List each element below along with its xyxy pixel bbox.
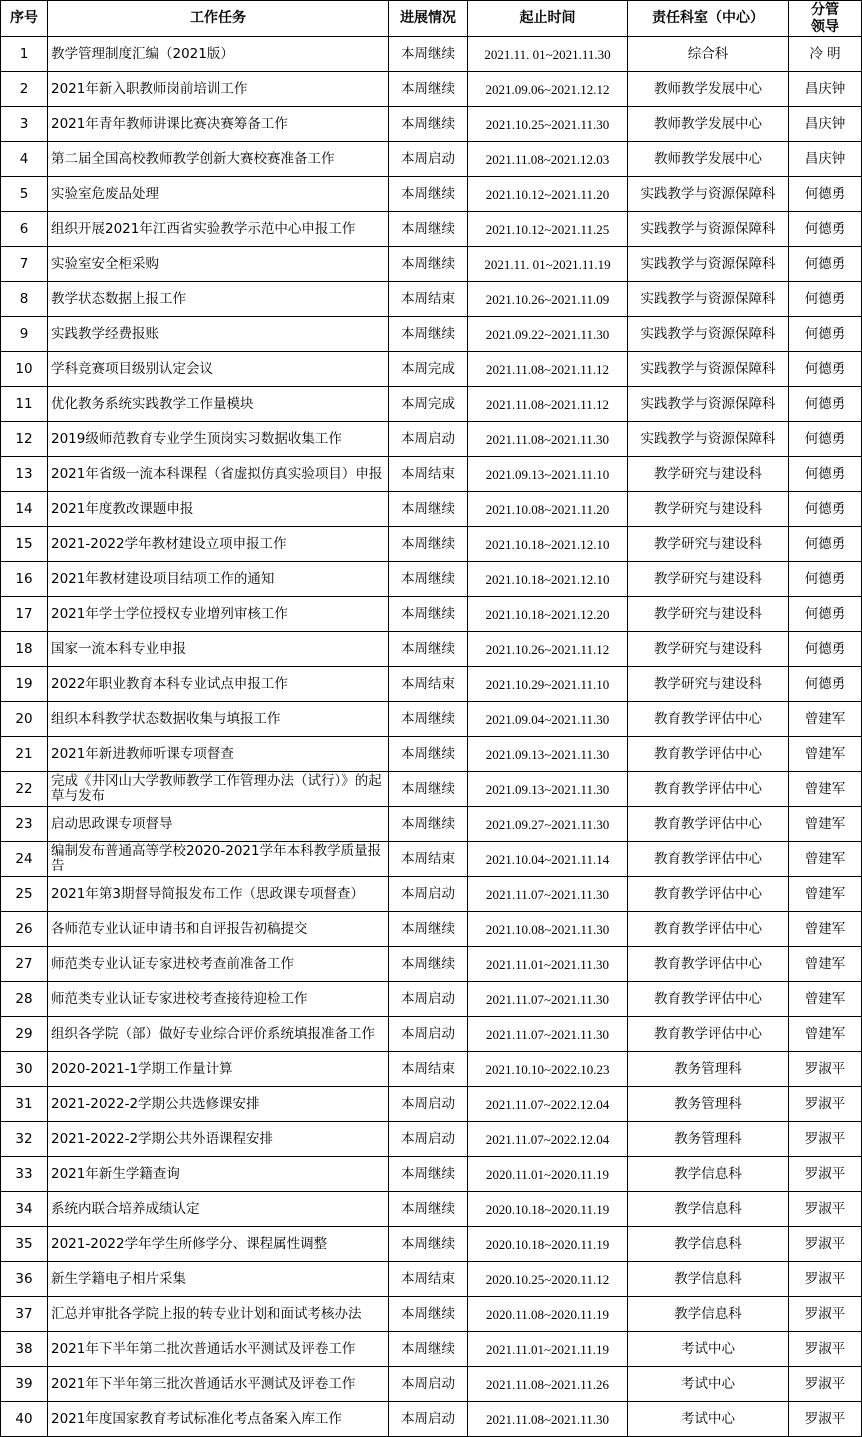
cell-index: 26 bbox=[1, 912, 48, 947]
cell-department: 教师教学发展中心 bbox=[628, 107, 789, 142]
cell-department: 实践教学与资源保障科 bbox=[628, 247, 789, 282]
table-row bbox=[1, 177, 862, 212]
cell-leader: 何德勇 bbox=[789, 527, 862, 562]
table-row bbox=[1, 422, 862, 457]
cell-leader: 曾建军 bbox=[789, 772, 862, 807]
cell-task: 2021年第3期督导简报发布工作（思政课专项督查） bbox=[48, 877, 389, 912]
cell-period: 2021.11. 01~2021.11.30 bbox=[468, 37, 628, 72]
cell-department: 教育教学评估中心 bbox=[628, 1017, 789, 1052]
cell-period: 2021.09.13~2021.11.30 bbox=[468, 772, 628, 807]
cell-period: 2021.10.26~2021.11.09 bbox=[468, 282, 628, 317]
cell-status: 本周启动 bbox=[389, 877, 468, 912]
cell-index: 37 bbox=[1, 1297, 48, 1332]
cell-index: 29 bbox=[1, 1017, 48, 1052]
table-row bbox=[1, 632, 862, 667]
cell-status: 本周继续 bbox=[389, 492, 468, 527]
table-row bbox=[1, 842, 862, 877]
cell-period: 2021.10.08~2021.11.30 bbox=[468, 912, 628, 947]
cell-task: 2021年下半年第二批次普通话水平测试及评卷工作 bbox=[48, 1332, 389, 1367]
table-body bbox=[1, 37, 862, 1437]
cell-task: 各师范专业认证申请书和自评报告初稿提交 bbox=[48, 912, 389, 947]
cell-leader: 罗淑平 bbox=[789, 1262, 862, 1297]
cell-department: 教育教学评估中心 bbox=[628, 877, 789, 912]
cell-period: 2020.11.01~2020.11.19 bbox=[468, 1157, 628, 1192]
cell-period: 2021.10.26~2021.11.12 bbox=[468, 632, 628, 667]
cell-leader: 何德勇 bbox=[789, 177, 862, 212]
table-row bbox=[1, 667, 862, 702]
cell-task: 启动思政课专项督导 bbox=[48, 807, 389, 842]
table-row bbox=[1, 1122, 862, 1157]
cell-index: 39 bbox=[1, 1367, 48, 1402]
table-row bbox=[1, 352, 862, 387]
cell-leader: 罗淑平 bbox=[789, 1192, 862, 1227]
cell-department: 实践教学与资源保障科 bbox=[628, 177, 789, 212]
cell-index: 15 bbox=[1, 527, 48, 562]
header-leader bbox=[789, 1, 862, 37]
cell-index: 27 bbox=[1, 947, 48, 982]
cell-leader: 曾建军 bbox=[789, 702, 862, 737]
cell-index: 31 bbox=[1, 1087, 48, 1122]
cell-status: 本周继续 bbox=[389, 37, 468, 72]
table-row bbox=[1, 72, 862, 107]
cell-task: 2021-2022-2学期公共外语课程安排 bbox=[48, 1122, 389, 1157]
cell-period: 2020.11.08~2020.11.19 bbox=[468, 1297, 628, 1332]
cell-status: 本周继续 bbox=[389, 212, 468, 247]
table-row bbox=[1, 947, 862, 982]
table-row bbox=[1, 772, 862, 807]
cell-department: 教育教学评估中心 bbox=[628, 807, 789, 842]
cell-department: 教育教学评估中心 bbox=[628, 912, 789, 947]
cell-period: 2021.11.07~2022.12.04 bbox=[468, 1122, 628, 1157]
cell-period: 2021.10.29~2021.11.10 bbox=[468, 667, 628, 702]
cell-period: 2021.11.07~2022.12.04 bbox=[468, 1087, 628, 1122]
cell-leader: 何德勇 bbox=[789, 492, 862, 527]
cell-index: 7 bbox=[1, 247, 48, 282]
cell-task: 2020-2021-1学期工作量计算 bbox=[48, 1052, 389, 1087]
cell-leader: 曾建军 bbox=[789, 947, 862, 982]
cell-index: 13 bbox=[1, 457, 48, 492]
cell-status: 本周继续 bbox=[389, 772, 468, 807]
cell-task: 2021年省级一流本科课程（省虚拟仿真实验项目）申报 bbox=[48, 457, 389, 492]
cell-index: 28 bbox=[1, 982, 48, 1017]
cell-department: 教育教学评估中心 bbox=[628, 842, 789, 877]
cell-period: 2021.11.08~2021.11.30 bbox=[468, 1402, 628, 1437]
cell-department: 考试中心 bbox=[628, 1332, 789, 1367]
cell-index: 33 bbox=[1, 1157, 48, 1192]
table-row bbox=[1, 282, 862, 317]
cell-task: 国家一流本科专业申报 bbox=[48, 632, 389, 667]
table-row bbox=[1, 527, 862, 562]
table-row bbox=[1, 1227, 862, 1262]
cell-index: 40 bbox=[1, 1402, 48, 1437]
cell-period: 2021.10.25~2021.11.30 bbox=[468, 107, 628, 142]
cell-index: 23 bbox=[1, 807, 48, 842]
cell-leader: 曾建军 bbox=[789, 912, 862, 947]
table-row bbox=[1, 1262, 862, 1297]
cell-status: 本周继续 bbox=[389, 247, 468, 282]
cell-department: 教学信息科 bbox=[628, 1297, 789, 1332]
cell-task: 2021年新进教师听课专项督查 bbox=[48, 737, 389, 772]
cell-task: 组织本科教学状态数据收集与填报工作 bbox=[48, 702, 389, 737]
cell-task: 2021年度国家教育考试标准化考点备案入库工作 bbox=[48, 1402, 389, 1437]
cell-leader: 曾建军 bbox=[789, 807, 862, 842]
cell-index: 16 bbox=[1, 562, 48, 597]
table-row bbox=[1, 387, 862, 422]
table-row bbox=[1, 37, 862, 72]
cell-index: 3 bbox=[1, 107, 48, 142]
cell-task: 2019级师范教育专业学生顶岗实习数据收集工作 bbox=[48, 422, 389, 457]
cell-leader: 罗淑平 bbox=[789, 1402, 862, 1437]
table-row bbox=[1, 1332, 862, 1367]
cell-index: 38 bbox=[1, 1332, 48, 1367]
cell-status: 本周继续 bbox=[389, 177, 468, 212]
cell-task: 编制发布普通高等学校2020-2021学年本科教学质量报告 bbox=[48, 842, 389, 877]
cell-status: 本周继续 bbox=[389, 597, 468, 632]
cell-task: 2021年青年教师讲课比赛决赛筹备工作 bbox=[48, 107, 389, 142]
cell-status: 本周完成 bbox=[389, 387, 468, 422]
cell-leader: 罗淑平 bbox=[789, 1157, 862, 1192]
cell-leader: 罗淑平 bbox=[789, 1367, 862, 1402]
cell-department: 教育教学评估中心 bbox=[628, 702, 789, 737]
cell-period: 2021.09.04~2021.11.30 bbox=[468, 702, 628, 737]
cell-department: 教学信息科 bbox=[628, 1262, 789, 1297]
cell-task: 学科竞赛项目级别认定会议 bbox=[48, 352, 389, 387]
cell-task: 系统内联合培养成绩认定 bbox=[48, 1192, 389, 1227]
table-row bbox=[1, 702, 862, 737]
cell-index: 4 bbox=[1, 142, 48, 177]
cell-status: 本周结束 bbox=[389, 667, 468, 702]
cell-task: 2021年教材建设项目结项工作的通知 bbox=[48, 562, 389, 597]
cell-leader: 何德勇 bbox=[789, 562, 862, 597]
cell-index: 36 bbox=[1, 1262, 48, 1297]
cell-status: 本周继续 bbox=[389, 807, 468, 842]
cell-department: 实践教学与资源保障科 bbox=[628, 387, 789, 422]
cell-index: 11 bbox=[1, 387, 48, 422]
cell-task: 实验室危废品处理 bbox=[48, 177, 389, 212]
cell-period: 2021.09.22~2021.11.30 bbox=[468, 317, 628, 352]
cell-department: 教学研究与建设科 bbox=[628, 632, 789, 667]
cell-department: 教师教学发展中心 bbox=[628, 142, 789, 177]
cell-leader: 曾建军 bbox=[789, 982, 862, 1017]
cell-status: 本周启动 bbox=[389, 982, 468, 1017]
cell-period: 2021.11.08~2021.12.03 bbox=[468, 142, 628, 177]
cell-department: 教务管理科 bbox=[628, 1052, 789, 1087]
cell-task: 2021年度教改课题申报 bbox=[48, 492, 389, 527]
cell-status: 本周继续 bbox=[389, 737, 468, 772]
cell-period: 2021.09.13~2021.11.10 bbox=[468, 457, 628, 492]
cell-period: 2021.09.27~2021.11.30 bbox=[468, 807, 628, 842]
cell-period: 2021.10.12~2021.11.20 bbox=[468, 177, 628, 212]
cell-task: 实践教学经费报账 bbox=[48, 317, 389, 352]
cell-period: 2021.11.01~2021.11.19 bbox=[468, 1332, 628, 1367]
cell-index: 8 bbox=[1, 282, 48, 317]
table-row bbox=[1, 317, 862, 352]
cell-department: 实践教学与资源保障科 bbox=[628, 317, 789, 352]
cell-status: 本周继续 bbox=[389, 947, 468, 982]
table-row bbox=[1, 247, 862, 282]
cell-leader: 何德勇 bbox=[789, 317, 862, 352]
table-row bbox=[1, 1402, 862, 1437]
cell-leader: 何德勇 bbox=[789, 387, 862, 422]
cell-department: 实践教学与资源保障科 bbox=[628, 352, 789, 387]
cell-task: 新生学籍电子相片采集 bbox=[48, 1262, 389, 1297]
table-row bbox=[1, 562, 862, 597]
cell-status: 本周启动 bbox=[389, 1122, 468, 1157]
table-row bbox=[1, 212, 862, 247]
cell-period: 2021.09.13~2021.11.30 bbox=[468, 737, 628, 772]
header-period: 起止时间 bbox=[468, 1, 628, 37]
cell-period: 2021.10.08~2021.11.20 bbox=[468, 492, 628, 527]
cell-index: 21 bbox=[1, 737, 48, 772]
cell-department: 实践教学与资源保障科 bbox=[628, 282, 789, 317]
cell-task: 师范类专业认证专家进校考查接待迎检工作 bbox=[48, 982, 389, 1017]
cell-period: 2021.10.18~2021.12.10 bbox=[468, 527, 628, 562]
cell-status: 本周继续 bbox=[389, 562, 468, 597]
cell-status: 本周继续 bbox=[389, 702, 468, 737]
cell-task: 完成《井冈山大学教师教学工作管理办法（试行）》的起草与发布 bbox=[48, 772, 389, 807]
cell-task: 教学状态数据上报工作 bbox=[48, 282, 389, 317]
cell-status: 本周继续 bbox=[389, 72, 468, 107]
header-index: 序号 bbox=[1, 1, 48, 37]
cell-leader: 冷 明 bbox=[789, 37, 862, 72]
cell-task: 2021年下半年第三批次普通话水平测试及评卷工作 bbox=[48, 1367, 389, 1402]
table-row bbox=[1, 982, 862, 1017]
cell-period: 2021.09.06~2021.12.12 bbox=[468, 72, 628, 107]
cell-index: 24 bbox=[1, 842, 48, 877]
cell-leader: 昌庆钟 bbox=[789, 72, 862, 107]
cell-task: 第二届全国高校教师教学创新大赛校赛准备工作 bbox=[48, 142, 389, 177]
cell-status: 本周启动 bbox=[389, 142, 468, 177]
cell-index: 19 bbox=[1, 667, 48, 702]
cell-leader: 何德勇 bbox=[789, 457, 862, 492]
cell-department: 考试中心 bbox=[628, 1402, 789, 1437]
cell-period: 2021.10.12~2021.11.25 bbox=[468, 212, 628, 247]
header-leader-text: 分管领导 bbox=[811, 1, 839, 35]
cell-task: 2022年职业教育本科专业试点申报工作 bbox=[48, 667, 389, 702]
cell-task: 组织各学院（部）做好专业综合评价系统填报准备工作 bbox=[48, 1017, 389, 1052]
table-row bbox=[1, 1157, 862, 1192]
cell-status: 本周启动 bbox=[389, 1367, 468, 1402]
cell-period: 2021.11.08~2021.11.30 bbox=[468, 422, 628, 457]
cell-index: 14 bbox=[1, 492, 48, 527]
cell-leader: 曾建军 bbox=[789, 737, 862, 772]
cell-index: 22 bbox=[1, 772, 48, 807]
cell-leader: 何德勇 bbox=[789, 282, 862, 317]
cell-leader: 罗淑平 bbox=[789, 1087, 862, 1122]
cell-index: 6 bbox=[1, 212, 48, 247]
cell-department: 实践教学与资源保障科 bbox=[628, 422, 789, 457]
table-row bbox=[1, 1017, 862, 1052]
cell-leader: 罗淑平 bbox=[789, 1122, 862, 1157]
cell-task: 2021年新生学籍查询 bbox=[48, 1157, 389, 1192]
cell-department: 教务管理科 bbox=[628, 1087, 789, 1122]
cell-task: 组织开展2021年江西省实验教学示范中心申报工作 bbox=[48, 212, 389, 247]
cell-index: 10 bbox=[1, 352, 48, 387]
header-row bbox=[1, 1, 862, 37]
cell-department: 教学信息科 bbox=[628, 1192, 789, 1227]
cell-period: 2021.11.08~2021.11.12 bbox=[468, 387, 628, 422]
cell-status: 本周结束 bbox=[389, 1262, 468, 1297]
cell-index: 35 bbox=[1, 1227, 48, 1262]
cell-leader: 何德勇 bbox=[789, 632, 862, 667]
cell-department: 教育教学评估中心 bbox=[628, 982, 789, 1017]
cell-leader: 何德勇 bbox=[789, 667, 862, 702]
cell-leader: 罗淑平 bbox=[789, 1297, 862, 1332]
cell-index: 12 bbox=[1, 422, 48, 457]
cell-task: 2021年学士学位授权专业增列审核工作 bbox=[48, 597, 389, 632]
cell-period: 2021.11.08~2021.11.12 bbox=[468, 352, 628, 387]
cell-department: 教学研究与建设科 bbox=[628, 562, 789, 597]
table-row bbox=[1, 457, 862, 492]
table-row bbox=[1, 1052, 862, 1087]
header-department: 责任科室（中心） bbox=[628, 1, 789, 37]
cell-status: 本周结束 bbox=[389, 842, 468, 877]
cell-status: 本周结束 bbox=[389, 457, 468, 492]
cell-status: 本周继续 bbox=[389, 317, 468, 352]
cell-status: 本周启动 bbox=[389, 1087, 468, 1122]
cell-leader: 罗淑平 bbox=[789, 1052, 862, 1087]
cell-period: 2021.11.07~2021.11.30 bbox=[468, 1017, 628, 1052]
cell-leader: 何德勇 bbox=[789, 212, 862, 247]
cell-task: 师范类专业认证专家进校考查前准备工作 bbox=[48, 947, 389, 982]
cell-leader: 何德勇 bbox=[789, 422, 862, 457]
cell-index: 34 bbox=[1, 1192, 48, 1227]
cell-leader: 昌庆钟 bbox=[789, 142, 862, 177]
cell-leader: 何德勇 bbox=[789, 597, 862, 632]
header-task: 工作任务 bbox=[48, 1, 389, 37]
table-row bbox=[1, 1367, 862, 1402]
table-row bbox=[1, 1192, 862, 1227]
cell-status: 本周继续 bbox=[389, 1227, 468, 1262]
table-row bbox=[1, 597, 862, 632]
cell-period: 2020.10.18~2020.11.19 bbox=[468, 1192, 628, 1227]
cell-index: 9 bbox=[1, 317, 48, 352]
cell-period: 2020.10.18~2020.11.19 bbox=[468, 1227, 628, 1262]
cell-status: 本周继续 bbox=[389, 912, 468, 947]
cell-department: 教学信息科 bbox=[628, 1157, 789, 1192]
cell-status: 本周启动 bbox=[389, 1017, 468, 1052]
cell-index: 30 bbox=[1, 1052, 48, 1087]
cell-leader: 昌庆钟 bbox=[789, 107, 862, 142]
table-row bbox=[1, 807, 862, 842]
cell-index: 25 bbox=[1, 877, 48, 912]
cell-department: 教学研究与建设科 bbox=[628, 457, 789, 492]
cell-status: 本周继续 bbox=[389, 107, 468, 142]
cell-status: 本周继续 bbox=[389, 1157, 468, 1192]
cell-department: 教学研究与建设科 bbox=[628, 492, 789, 527]
cell-department: 实践教学与资源保障科 bbox=[628, 212, 789, 247]
cell-leader: 曾建军 bbox=[789, 842, 862, 877]
cell-period: 2021.10.10~2022.10.23 bbox=[468, 1052, 628, 1087]
header-status: 进展情况 bbox=[389, 1, 468, 37]
cell-status: 本周继续 bbox=[389, 527, 468, 562]
cell-status: 本周完成 bbox=[389, 352, 468, 387]
cell-period: 2021.11.07~2021.11.30 bbox=[468, 877, 628, 912]
cell-status: 本周继续 bbox=[389, 1192, 468, 1227]
cell-period: 2021.10.04~2021.11.14 bbox=[468, 842, 628, 877]
cell-department: 教学信息科 bbox=[628, 1227, 789, 1262]
cell-department: 教师教学发展中心 bbox=[628, 72, 789, 107]
cell-period: 2021.11.07~2021.11.30 bbox=[468, 982, 628, 1017]
cell-index: 17 bbox=[1, 597, 48, 632]
table-row bbox=[1, 877, 862, 912]
cell-index: 32 bbox=[1, 1122, 48, 1157]
cell-task: 2021-2022-2学期公共选修课安排 bbox=[48, 1087, 389, 1122]
cell-department: 教育教学评估中心 bbox=[628, 737, 789, 772]
cell-period: 2021.10.18~2021.12.20 bbox=[468, 597, 628, 632]
cell-leader: 何德勇 bbox=[789, 247, 862, 282]
cell-status: 本周启动 bbox=[389, 1402, 468, 1437]
cell-status: 本周继续 bbox=[389, 632, 468, 667]
cell-department: 教务管理科 bbox=[628, 1122, 789, 1157]
cell-department: 教学研究与建设科 bbox=[628, 527, 789, 562]
cell-index: 2 bbox=[1, 72, 48, 107]
table-row bbox=[1, 142, 862, 177]
cell-leader: 罗淑平 bbox=[789, 1227, 862, 1262]
cell-index: 18 bbox=[1, 632, 48, 667]
cell-leader: 曾建军 bbox=[789, 1017, 862, 1052]
cell-task: 教学管理制度汇编（2021版） bbox=[48, 37, 389, 72]
cell-status: 本周结束 bbox=[389, 1052, 468, 1087]
cell-task: 2021年新入职教师岗前培训工作 bbox=[48, 72, 389, 107]
cell-period: 2021.10.18~2021.12.10 bbox=[468, 562, 628, 597]
cell-task: 汇总并审批各学院上报的转专业计划和面试考核办法 bbox=[48, 1297, 389, 1332]
cell-task: 2021-2022学年教材建设立项申报工作 bbox=[48, 527, 389, 562]
cell-department: 教学研究与建设科 bbox=[628, 597, 789, 632]
table-row bbox=[1, 912, 862, 947]
table-row bbox=[1, 1087, 862, 1122]
table-row bbox=[1, 492, 862, 527]
cell-department: 综合科 bbox=[628, 37, 789, 72]
cell-period: 2020.10.25~2020.11.12 bbox=[468, 1262, 628, 1297]
cell-department: 教学研究与建设科 bbox=[628, 667, 789, 702]
cell-index: 1 bbox=[1, 37, 48, 72]
cell-period: 2021.11. 01~2021.11.19 bbox=[468, 247, 628, 282]
cell-status: 本周结束 bbox=[389, 282, 468, 317]
cell-status: 本周启动 bbox=[389, 422, 468, 457]
cell-status: 本周继续 bbox=[389, 1297, 468, 1332]
cell-task: 2021-2022学年学生所修学分、课程属性调整 bbox=[48, 1227, 389, 1262]
cell-leader: 罗淑平 bbox=[789, 1332, 862, 1367]
cell-index: 5 bbox=[1, 177, 48, 212]
cell-department: 教育教学评估中心 bbox=[628, 947, 789, 982]
cell-department: 考试中心 bbox=[628, 1367, 789, 1402]
table-row bbox=[1, 1297, 862, 1332]
cell-period: 2021.11.01~2021.11.30 bbox=[468, 947, 628, 982]
cell-status: 本周继续 bbox=[389, 1332, 468, 1367]
cell-leader: 何德勇 bbox=[789, 352, 862, 387]
cell-task: 实验室安全柜采购 bbox=[48, 247, 389, 282]
table-row bbox=[1, 737, 862, 772]
cell-index: 20 bbox=[1, 702, 48, 737]
table-row bbox=[1, 107, 862, 142]
cell-task: 优化教务系统实践教学工作量模块 bbox=[48, 387, 389, 422]
cell-department: 教育教学评估中心 bbox=[628, 772, 789, 807]
cell-period: 2021.11.08~2021.11.26 bbox=[468, 1367, 628, 1402]
cell-leader: 曾建军 bbox=[789, 877, 862, 912]
